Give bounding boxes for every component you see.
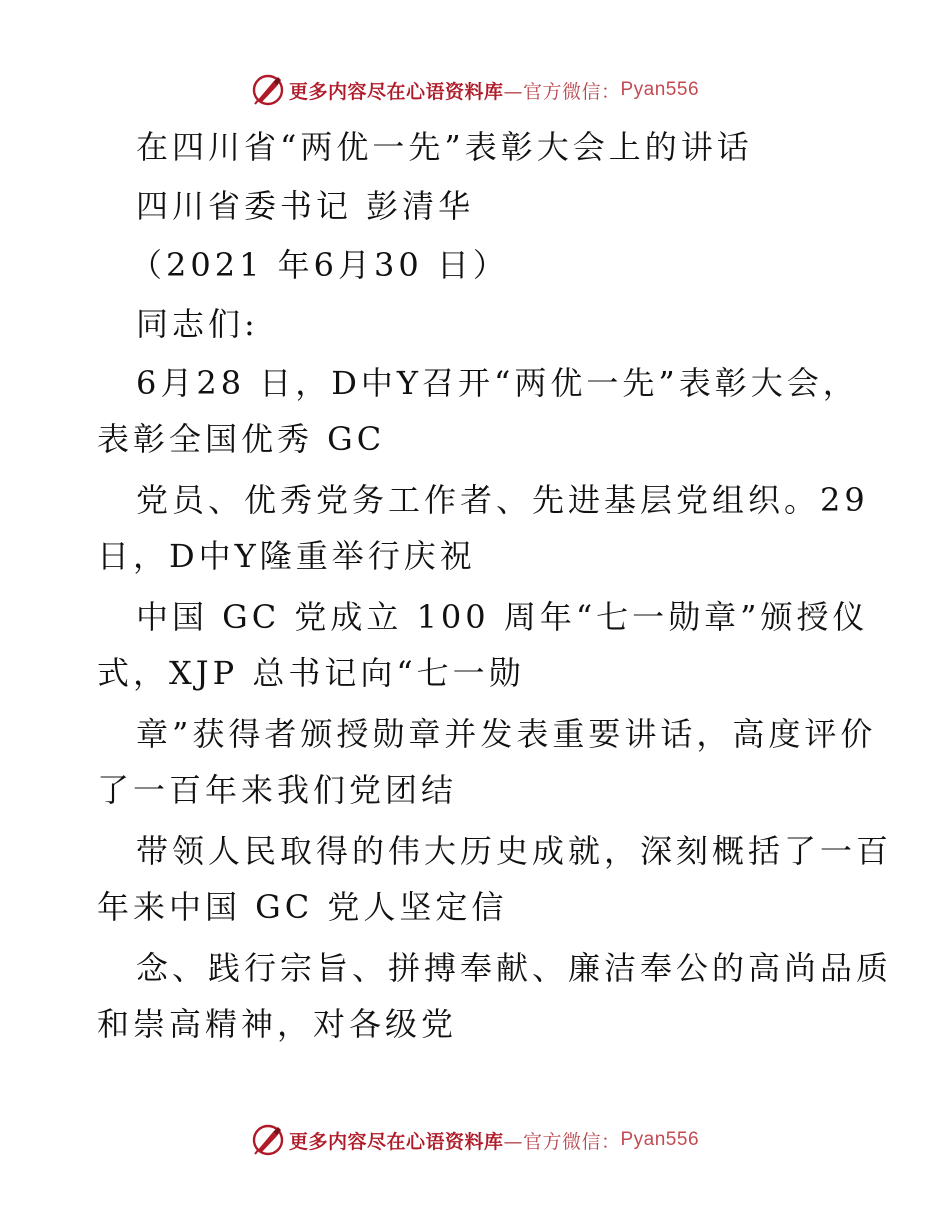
- document-author: 四川省委书记 彭清华: [136, 187, 475, 225]
- pen-logo-icon: [251, 73, 285, 107]
- watermark-sub-text: —官方微信：: [503, 80, 621, 103]
- pen-logo-icon: [251, 1123, 285, 1157]
- watermark-sub-text: —官方微信：: [503, 1130, 621, 1153]
- body-line: 中国 GC 党成立 100 周年“七一勋章”颁授仪: [136, 598, 869, 636]
- body-line: 和崇高精神，对各级党: [97, 1005, 458, 1043]
- footer-watermark: [0, 1120, 950, 1160]
- body-line: 章”获得者颁授勋章并发表重要讲话，高度评价: [136, 715, 877, 753]
- salutation: 同志们:: [136, 305, 259, 343]
- body-line: 表彰全国优秀 GC: [97, 420, 386, 458]
- watermark-wechat-id: Pyan556: [620, 79, 700, 100]
- watermark-wechat-id: Pyan556: [620, 1129, 700, 1150]
- body-line: 日，D中Y隆重举行庆祝: [97, 537, 476, 575]
- body-line: 6月28 日，D中Y召开“两优一先”表彰大会，: [136, 364, 859, 402]
- body-line: 年来中国 GC 党人坚定信: [97, 888, 508, 926]
- watermark-main-text: 更多内容尽在心语资料库: [288, 1130, 504, 1153]
- header-watermark: [0, 70, 950, 110]
- body-line: 式，XJP 总书记向“七一勋: [97, 654, 525, 692]
- document-date: （2021 年6月30 日）: [130, 246, 509, 284]
- watermark-main-text: 更多内容尽在心语资料库: [288, 80, 504, 103]
- body-line: 带领人民取得的伟大历史成就，深刻概括了一百: [136, 832, 893, 870]
- body-line: 念、践行宗旨、拼搏奉献、廉洁奉公的高尚品质: [136, 949, 893, 987]
- body-line: 党员、优秀党务工作者、先进基层党组织。29: [136, 481, 869, 519]
- document-title: 在四川省“两优一先”表彰大会上的讲话: [136, 128, 753, 166]
- body-line: 了一百年来我们党团结: [97, 771, 458, 809]
